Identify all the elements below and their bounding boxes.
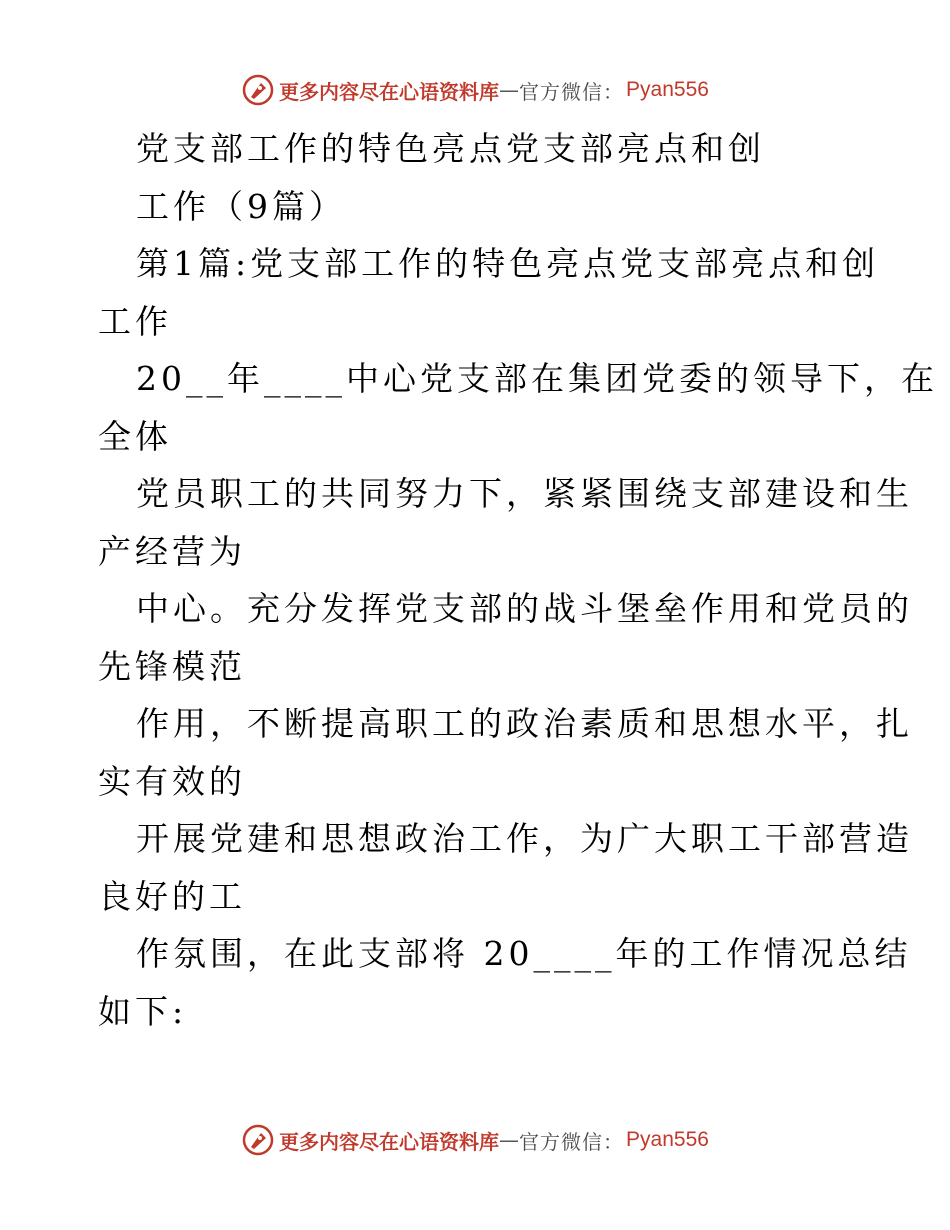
banner-dash: — [499,1128,520,1152]
banner-wechat-id: Pyan556 [626,78,709,101]
paragraph-line: 党员职工的共同努力下，紧紧围绕支部建设和生 [136,474,913,513]
paragraph-line: 实有效的 [98,761,246,801]
paragraph-line: 全体 [98,416,172,456]
paragraph-line: 良好的工 [98,876,246,916]
paragraph-line: 产经营为 [98,531,246,571]
paragraph-line: 作用，不断提高职工的政治素质和思想水平，扎 [136,704,913,743]
document-body [98,120,938,1040]
paragraph-line: 中心。充分发挥党支部的战斗堡垒作用和党员的 [136,589,913,628]
banner-dash: — [499,78,520,102]
section-heading-line-2: 工作 [98,301,172,341]
banner-official-text: 官方微信： [519,79,625,104]
footer-banner [0,1118,950,1162]
paragraph-line: 如下: [98,991,188,1031]
paragraph-line: 20__年____中心党支部在集团党委的领导下，在 [136,359,938,398]
banner-wechat-id: Pyan556 [626,1128,709,1151]
document-title-line-2: 工作（9篇） [136,186,346,226]
section-heading-line-1: 第1篇:党支部工作的特色亮点党支部亮点和创 [136,244,880,283]
paragraph-line: 先锋模范 [98,646,246,686]
document-title-line-1: 党支部工作的特色亮点党支部亮点和创 [136,129,765,168]
banner-site-text: 更多内容尽在心语资料库 [279,79,500,104]
banner-official-text: 官方微信： [519,1129,625,1154]
header-banner [0,68,950,112]
pen-nib-logo-icon [241,73,275,107]
banner-site-text: 更多内容尽在心语资料库 [279,1129,500,1154]
paragraph-line: 作氛围，在此支部将 20____年的工作情况总结 [136,934,912,973]
paragraph-line: 开展党建和思想政治工作，为广大职工干部营造 [136,819,913,858]
pen-nib-logo-icon [241,1123,275,1157]
